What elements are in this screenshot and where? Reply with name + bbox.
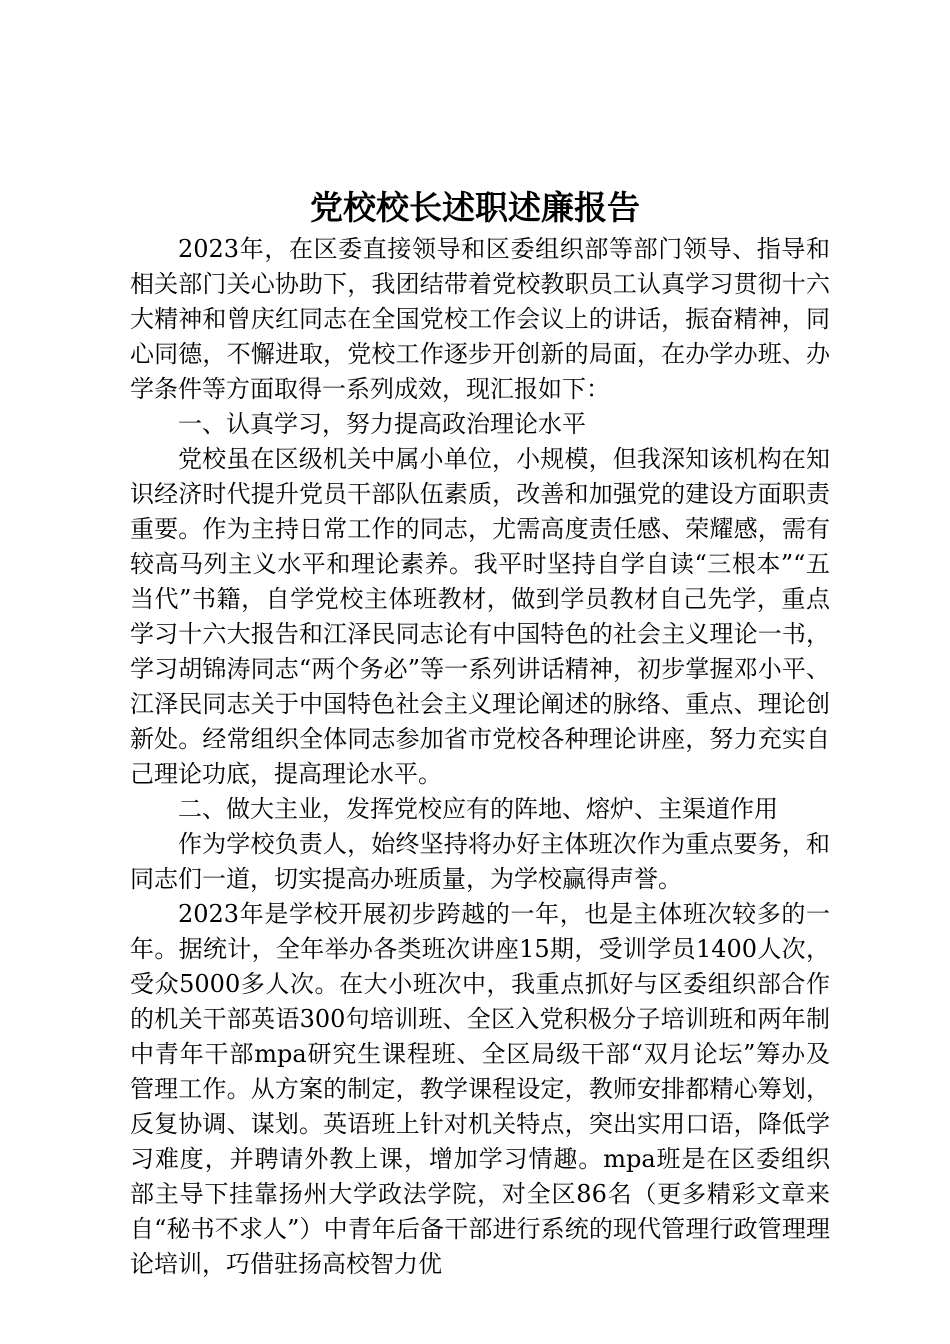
section-heading-1: 一、认真学习，努力提高政治理论水平	[178, 410, 586, 438]
document-body	[130, 232, 830, 1282]
paragraph-responsibility: 作为学校负责人，始终坚持将办好主体班次作为重点要务，和同志们一道，切实提高办班质量，为学校赢得声誉。	[130, 830, 830, 893]
paragraph-intro: 2023年，在区委直接领导和区委组织部等部门领导、指导和相关部门关心协助下，我团结带着党校教职员工认真学习贯彻十六大精神和曾庆红同志在全国党校工作会议上的讲话，振奋精神，同心同德，不懈进取，党校工作逐步开创新的局面，在办学办班、办学条件等方面取得一系列成效，现汇报如下：	[130, 235, 830, 403]
paragraph-study: 党校虽在区级机关中属小单位，小规模，但我深知该机构在知识经济时代提升党员干部队伍素质，改善和加强党的建设方面职责重要。作为主持日常工作的同志，尤需高度责任感、荣耀感，需有较高马列主义水平和理论素养。我平时坚持自学自读“三根本”“五当代”书籍，自学党校主体班教材，做到学员教材自己先学，重点学习十六大报告和江泽民同志论有中国特色的社会主义理论一书，学习胡锦涛同志“两个务必”等一系列讲话精神，初步掌握邓小平、江泽民同志关于中国特色社会主义理论阐述的脉络、重点、理论创新处。经常组织全体同志参加省市党校各种理论讲座，努力充实自己理论功底，提高理论水平。	[130, 445, 830, 788]
paragraph-2023-classes: 2023年是学校开展初步跨越的一年，也是主体班次较多的一年。据统计，全年举办各类班次讲座15期，受训学员1400人次，受众5000多人次。在大小班次中，我重点抓好与区委组织部合作的机关干部英语300句培训班、全区入党积极分子培训班和两年制中青年干部mpa研究生课程班、全区局级干部“双月论坛”筹办及管理工作。从方案的制定，教学课程设定，教师安排都精心筹划，反复协调、谋划。英语班上针对机关特点，突出实用口语，降低学习难度，并聘请外教上课，增加学习情趣。mpa班是在区委组织部主导下挂靠扬州大学政法学院，对全区86名（更多精彩文章来自“秘书不求人”）中青年后备干部进行系统的现代管理行政管理理论培训，巧借驻扬高校智力优	[130, 900, 830, 1278]
section-heading-2: 二、做大主业，发挥党校应有的阵地、熔炉、主渠道作用	[178, 795, 778, 823]
document-title: 党校校长述职述廉报告	[310, 188, 640, 227]
